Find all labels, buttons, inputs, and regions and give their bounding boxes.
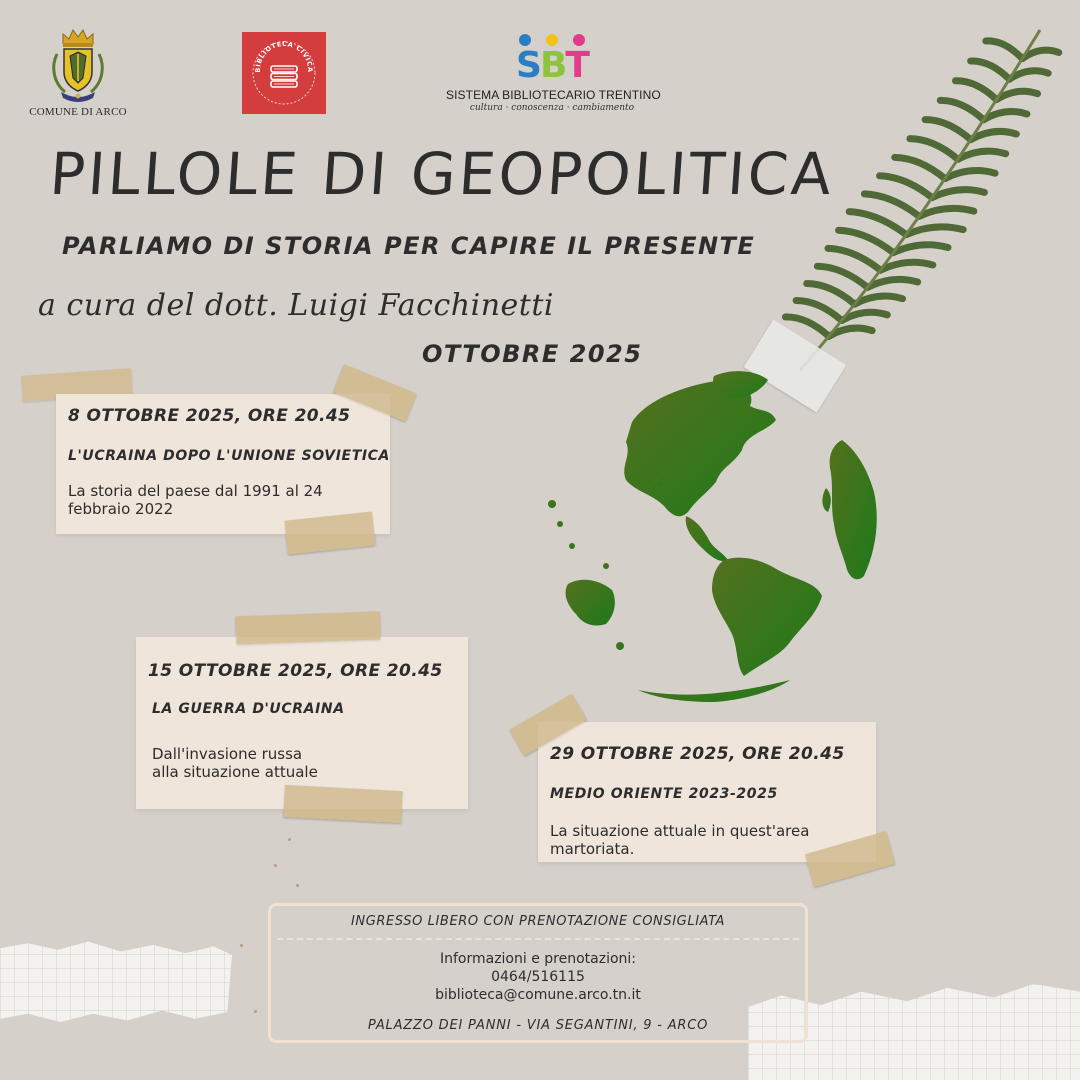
event-date: 8 OTTOBRE 2025, ORE 20.45 [68,406,351,426]
decorative-speck [240,944,243,947]
fern-leaflet [868,279,918,287]
event-topic: LA GUERRA D'UCRAINA [152,701,345,717]
svg-text:BIBLIOTECA CIVICA: BIBLIOTECA CIVICA [253,39,315,73]
event-date: 15 OTTOBRE 2025, ORE 20.45 [148,661,443,681]
curator-line: a cura del dott. Luigi Facchinetti [38,288,554,323]
month-label: OTTOBRE 2025 [422,340,643,368]
event-description: La storia del paese dal 1991 al 24 febbraio 2022 [68,482,323,518]
biblioteca-civica-logo [242,32,326,114]
sbt-letters: SBT [516,45,588,86]
fern-leaflet [919,208,974,216]
sbt-mark [507,30,597,88]
event-date: 29 OTTOBRE 2025, ORE 20.45 [550,744,845,764]
sbt-name: SISTEMA BIBLIOTECARIO TRENTINO [446,88,661,102]
event-card [56,394,390,534]
phone-number[interactable]: 0464/516115 [491,969,585,985]
comune-caption: COMUNE DI ARCO [29,106,127,118]
email-address[interactable]: biblioteca@comune.arco.tn.it [435,987,641,1003]
fern-leaflet [971,131,1017,139]
fern-leaflet [958,151,1006,159]
decorative-speck [274,864,277,867]
fern-leaflet [910,139,958,160]
fern-leaflet [986,41,1022,59]
info-box [268,903,808,1043]
event-topic: MEDIO ORIENTE 2023-2025 [550,786,778,802]
event-card [136,637,468,809]
event-description: La situazione attuale in quest'area martoriata. [550,822,810,858]
sbt-logo [446,30,661,113]
event-topic: L'UCRAINA DOPO L'UNIONE SOVIETICA [68,448,390,464]
tape-strip [283,785,403,823]
decorative-speck [296,884,299,887]
fern-leaflet [940,100,983,119]
poster-title: PILLOLE DI GEOPOLITICA [47,140,837,208]
fern-leaflet [955,81,996,100]
poster-subtitle: PARLIAMO DI STORIA PER CAPIRE IL PRESENTE [62,232,756,260]
fern-leaflet [880,176,932,198]
contact-details [271,950,805,1004]
fern-leaflet [895,157,945,178]
fern-leaflet [932,190,984,198]
comune-di-arco-logo [28,26,128,118]
contact-label: Informazioni e prenotazioni: [439,951,637,967]
venue-address: PALAZZO DEI PANNI - VIA SEGANTINI, 9 - ARCO [367,1018,709,1033]
torn-paper-left [0,940,232,1022]
fern-leaflet [893,245,948,253]
info-divider [277,938,799,940]
sbt-tagline: cultura · conoscenza · cambiamento [469,103,635,113]
fern-leaflet [906,227,963,235]
fern-leaflet [984,111,1027,119]
decorative-speck [254,1010,257,1013]
event-card [538,722,876,862]
fern-leaflet [945,171,995,179]
globe-icon [546,370,884,704]
decorative-speck [288,838,291,841]
coat-of-arms-icon [49,26,107,104]
event-description: Dall'invasione russa alla situazione attuale [152,745,318,781]
free-entry-note: INGRESSO LIBERO CON PRENOTAZIONE CONSIGLIATA [350,914,726,929]
books-icon [242,32,326,114]
fern-leaflet [971,61,1010,79]
fern-leaflet [880,262,932,270]
fern-leaflet [925,120,971,140]
tape-strip [236,611,381,644]
